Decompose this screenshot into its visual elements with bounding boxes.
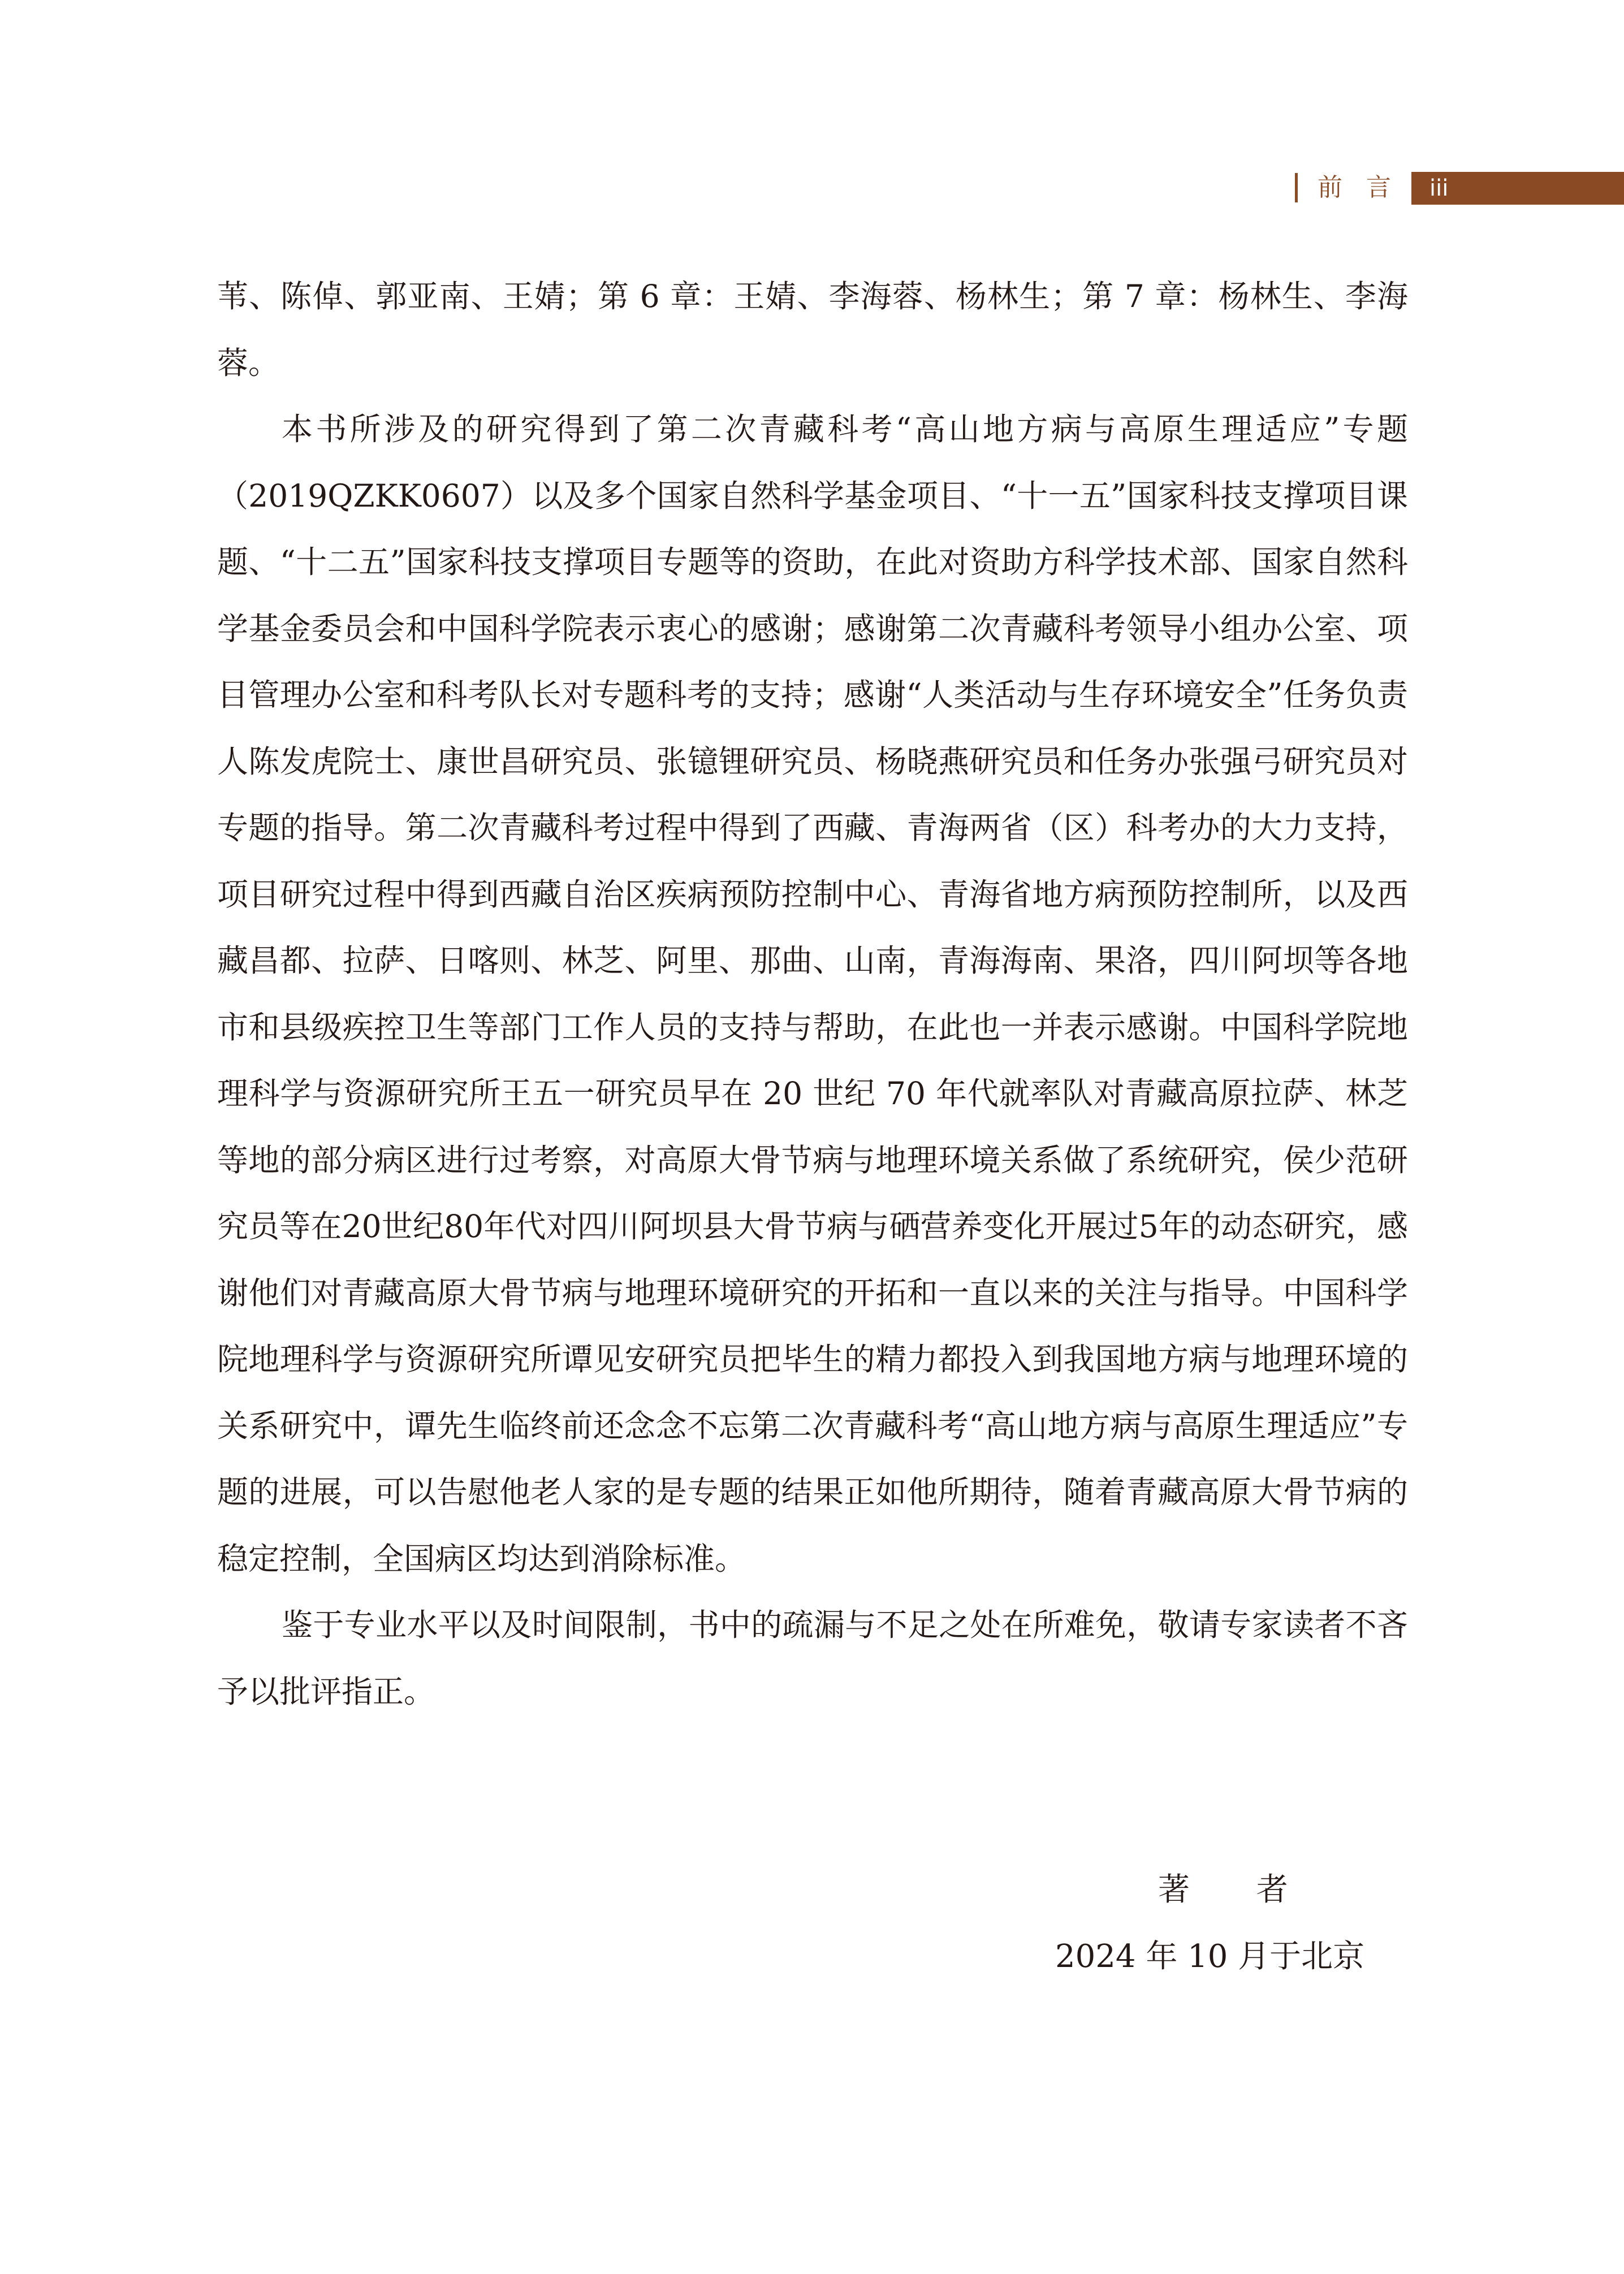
page-number: iii — [1429, 175, 1449, 201]
preface-body — [217, 263, 1408, 1725]
paragraph-closing: 鉴于专业水平以及时间限制，书中的疏漏与不足之处在所难免，敬请专家读者不吝予以批评指正。 — [217, 1607, 1408, 1710]
section-title: 前 言 — [1318, 173, 1399, 202]
signature-date: 2024 年 10 月于北京 — [1055, 1938, 1365, 1975]
paragraph-continuation: 苇、陈倬、郭亚南、王婧；第 6 章：王婧、李海蓉、杨林生；第 7 章：杨林生、李海蓉。 — [217, 278, 1408, 381]
page-number-band — [1411, 172, 1624, 205]
paragraph-acknowledgements: 本书所涉及的研究得到了第二次青藏科考“高山地方病与高原生理适应”专题（2019QZKK0607）以及多个国家自然科学基金项目、“十一五”国家科技支撑项目课题、“十二五”国家科技支撑项目专题等的资助，在此对资助方科学技术部、国家自然科学基金委员会和中国科学院表示衷心的感谢；感谢第二次青藏科考领导小组办公室、项目管理办公室和科考队长对专题科考的支持；感谢“人类活动与生存环境安全”任务负责人陈发虎院士、康世昌研究员、张镱锂研究员、杨晓燕研究员和任务办张强弓研究员对专题的指导。第二次青藏科考过程中得到了西藏、青海两省（区）科考办的大力支持，项目研究过程中得到西藏自治区疾病预防控制中心、青海省地方病预防控制所，以及西藏昌都、拉萨、日喀则、林芝、阿里、那曲、山南，青海海南、果洛，四川阿坝等各地市和县级疾控卫生等部门工作人员的支持与帮助，在此也一并表示感谢。中国科学院地理科学与资源研究所王五一研究员早在 20 世纪 70 年代就率队对青藏高原拉萨、林芝等地的部分病区进行过考察，对高原大骨节病与地理环境关系做了系统研究，侯少范研究员等在20世纪80年代对四川阿坝县大骨节病与硒营养变化开展过5年的动态研究，感谢他们对青藏高原大骨节病与地理环境研究的开拓和一直以来的关注与指导。中国科学院地理科学与资源研究所谭见安研究员把毕生的精力都投入到我国地方病与地理环境的关系研究中，谭先生临终前还念念不忘第二次青藏科考“高山地方病与高原生理适应”专题的进展，可以告慰他老人家的是专题的结果正如他所期待，随着青藏高原大骨节病的稳定控制，全国病区均达到消除标准。 — [217, 411, 1408, 1577]
signature-author: 著 者 — [1158, 1871, 1316, 1908]
header-divider — [1295, 173, 1298, 202]
